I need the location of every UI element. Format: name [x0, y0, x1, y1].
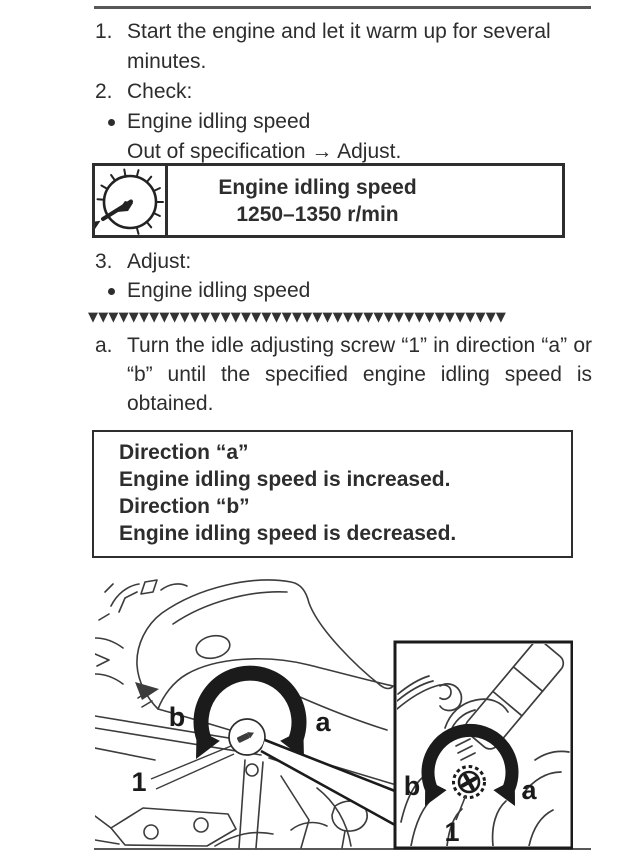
main-direction-a-label: a: [315, 707, 331, 737]
check-procedure-list: [95, 17, 595, 167]
idle-screw-knob: [454, 767, 485, 798]
direction-box: [92, 430, 573, 558]
direction-b-label: Direction “b”: [119, 495, 250, 518]
inset-zoom-box: [395, 642, 572, 848]
substep-a: [95, 331, 592, 418]
step-1-number: 1.: [95, 20, 113, 43]
adjust-bullet-item: [108, 276, 595, 305]
spec-value: 1250–1350 r/min: [236, 202, 399, 226]
check-result-text: Out of specification → Adjust.: [127, 140, 402, 163]
step-2: [95, 77, 595, 107]
step-3-number: 3.: [95, 250, 113, 273]
adjust-procedure-list: [95, 247, 595, 305]
step-1: [95, 17, 595, 77]
motorcycle-line-art: [95, 580, 393, 848]
direction-b-effect: Engine idling speed is decreased.: [119, 522, 457, 545]
check-bullet-item: [108, 107, 595, 137]
tachometer-gauge-icon: [95, 166, 168, 235]
spec-title: Engine idling speed: [218, 175, 417, 199]
triangle-divider: ▼▼▼▼▼▼▼▼▼▼▼▼▼▼▼▼▼▼▼▼▼▼▼▼▼▼▼▼▼▼▼▼▼▼▼▼▼▼▼▼▼: [88, 310, 507, 325]
main-part-1-label: 1: [131, 767, 147, 797]
main-direction-b-label: b: [168, 702, 186, 732]
step-2-number: 2.: [95, 80, 113, 103]
direction-a-label: Direction “a”: [119, 441, 249, 464]
step-1-text: Start the engine and let it warm up for several minutes.: [127, 20, 551, 73]
bullet-dot: [108, 276, 127, 305]
check-bullet-text: Engine idling speed: [127, 110, 311, 133]
zoom-wedge: [261, 740, 395, 825]
part-1-leader-lines: [151, 746, 234, 789]
idle-screw-figure: [95, 578, 573, 850]
specification-box: [92, 163, 565, 238]
step-3: [95, 247, 595, 276]
adjust-bullet-text: Engine idling speed: [127, 279, 311, 302]
top-rule: [94, 6, 591, 9]
figure-illustration: [95, 578, 573, 850]
direction-a-effect: Engine idling speed is increased.: [119, 468, 451, 491]
inset-direction-b-label: b: [403, 771, 421, 801]
specification-text: [168, 166, 562, 235]
substep-a-text: Turn the idle adjusting screw “1” in direction “a” or “b” until the specified engine idling speed is obtained.: [127, 334, 592, 415]
bullet-dot: [108, 107, 127, 137]
step-2-text: Check:: [127, 80, 193, 103]
substep-a-number: a.: [95, 334, 113, 357]
inset-part-1-label: 1: [444, 817, 460, 847]
step-3-text: Adjust:: [127, 250, 192, 273]
inset-direction-a-label: a: [521, 775, 537, 805]
